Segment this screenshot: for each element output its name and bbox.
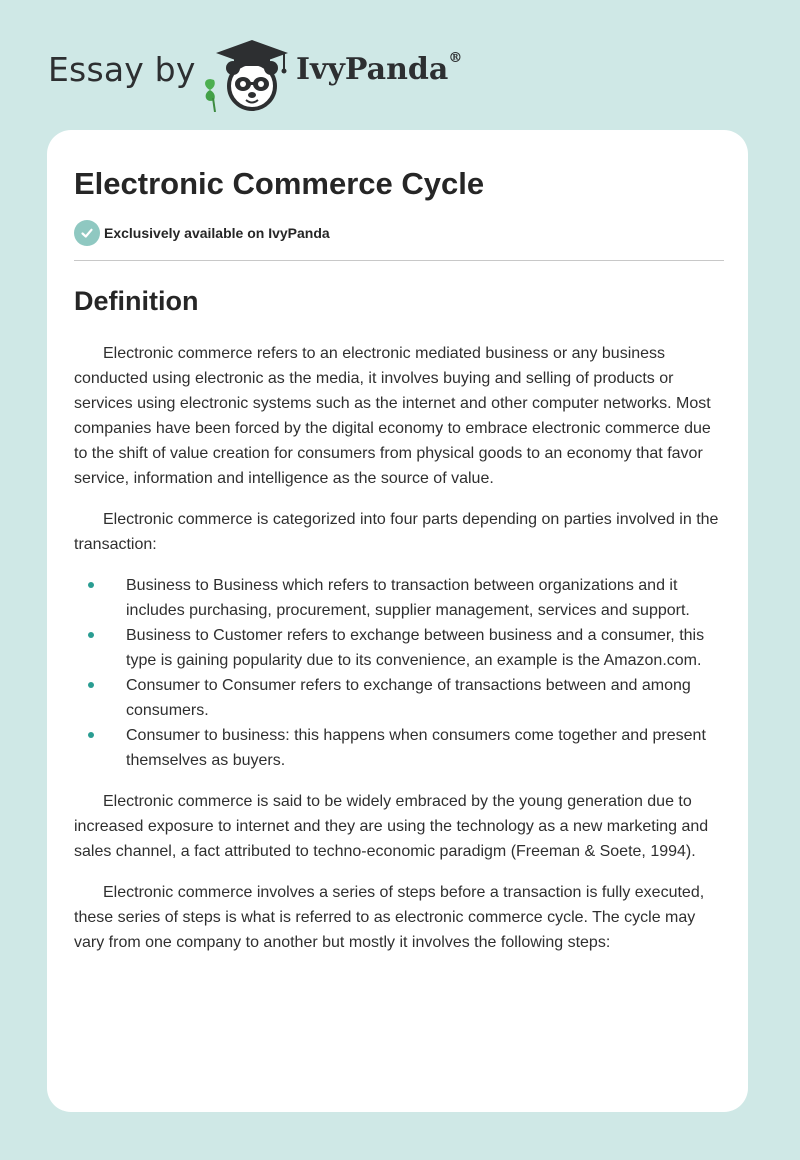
brand-prefix: Essay by <box>48 50 196 89</box>
list-item <box>74 723 724 773</box>
paragraph: Electronic commerce involves a series of steps before a transaction is fully executed, these series of steps is what is referred to as electronic commerce cycle. The cycle may vary from one company to another but mostly it involves the following steps: <box>74 884 705 951</box>
list-item <box>74 623 724 673</box>
list-item-text: Consumer to business: this happens when consumers come together and present themselves as buyers. <box>126 727 706 769</box>
list-item-text: Business to Customer refers to exchange between business and a consumer, this type is gaining popularity due to its convenience, an example is the Amazon.com. <box>126 627 705 669</box>
bullet-dot-icon <box>88 632 94 638</box>
list-item <box>74 673 724 723</box>
bullet-dot-icon <box>88 732 94 738</box>
list-item-text: Consumer to Consumer refers to exchange of transactions between and among consumers. <box>126 677 691 719</box>
essay-card <box>47 130 748 1112</box>
list-item-text: Business to Business which refers to transaction between organizations and it includes purchasing, procurement, supplier management, services and support. <box>126 577 690 619</box>
page-title: Electronic Commerce Cycle <box>74 166 485 201</box>
list-item <box>74 573 724 623</box>
registered-mark: ® <box>448 50 463 66</box>
bullet-dot-icon <box>88 582 94 588</box>
exclusive-badge-text: Exclusively available on IvyPanda <box>104 225 330 241</box>
brand-name-text: IvyPanda <box>296 52 449 87</box>
essay-content <box>74 166 724 955</box>
brand-header <box>48 30 468 110</box>
section-heading: Definition <box>74 286 199 316</box>
paragraph: Electronic commerce refers to an electronic mediated business or any business conducted using electronic as the media, it involves buying and selling of products or services using electronic systems such as the internet and other computer networks. Most companies have been forced by the digital economy to embrace electronic commerce due to the shift of value creation for consumers from physical goods to an economy that favor service, information and intelligence as the source of value. <box>74 345 711 487</box>
bullet-dot-icon <box>88 682 94 688</box>
divider <box>74 260 724 261</box>
brand-name <box>296 52 462 87</box>
check-icon <box>74 220 100 246</box>
panda-graduate-icon <box>200 36 294 112</box>
paragraph: Electronic commerce is said to be widely embraced by the young generation due to increased exposure to internet and they are using the technology as a new marketing and sales channel, a fact attributed to techno-economic paradigm (Freeman & Soete, 1994). <box>74 793 709 860</box>
exclusive-badge <box>74 220 724 246</box>
paragraph: Electronic commerce is categorized into four parts depending on parties involved in the transaction: <box>74 511 719 553</box>
bullet-list <box>74 573 724 773</box>
